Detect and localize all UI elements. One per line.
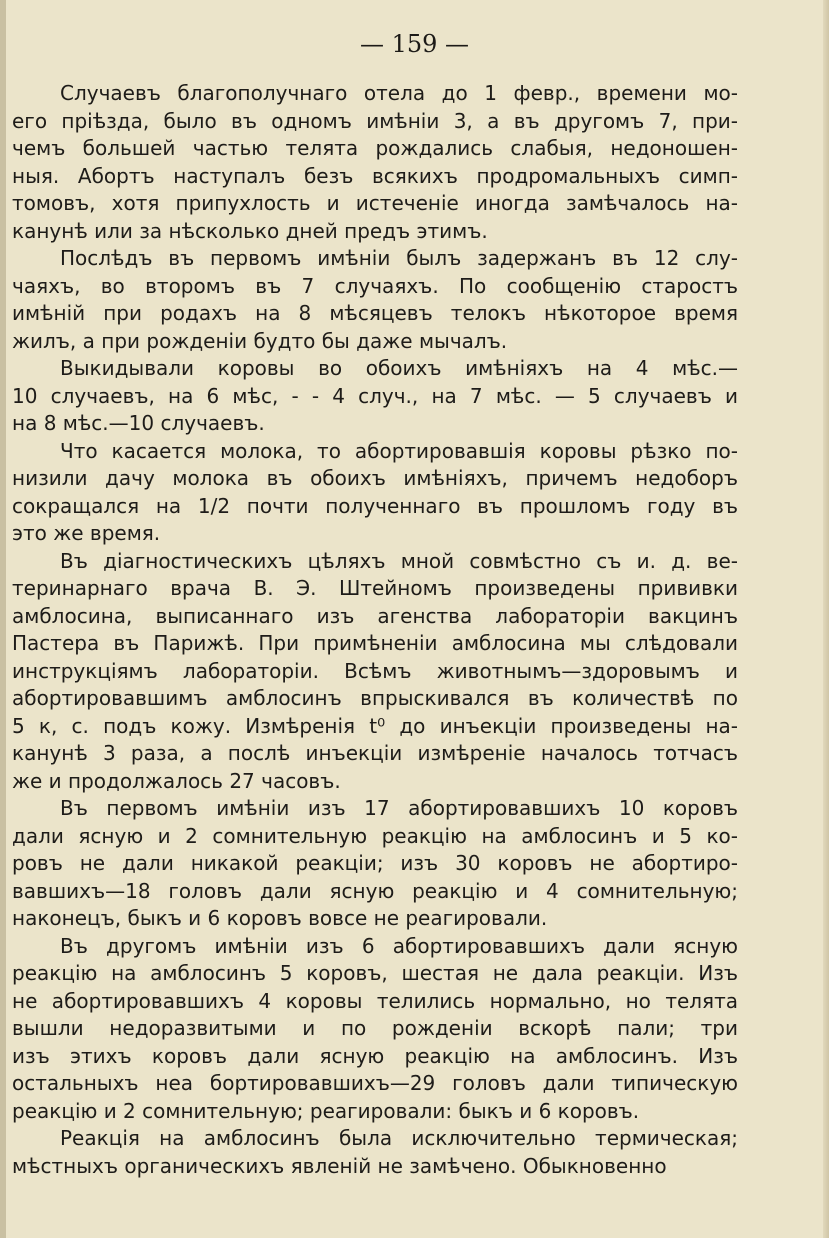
text-line: абортировавшимъ амблосинъ впрыскивался въ количествѣ по (12, 686, 738, 710)
text-line: остальныхъ неа бортировавшихъ—29 головъ дали типическую (12, 1071, 738, 1095)
text-line: амблосина, выписаннаго изъ агенства лабораторiи вакцинъ (12, 603, 738, 628)
text-line: Послѣдъ въ первомъ имѣнiи былъ задержанъ въ 12 слу- (60, 246, 738, 270)
text-line: дали ясную и 2 сомнительную реакцiю на амблосинъ и 5 ко- (12, 823, 738, 848)
paragraph-6 (12, 795, 738, 933)
text-line: Въ дiагностическихъ цѣляхъ мной совмѣстно съ и. д. ве- (60, 548, 738, 573)
text-line: реакцiю на амблосинъ 5 коровъ, шестая не дала реакцiи. Изъ (12, 961, 738, 985)
text-line: чемъ большей частью телята рождались слабыя, недоношен- (12, 136, 738, 160)
text-line: Пастера въ Парижѣ. При примѣненiи амблосина мы слѣдовали (12, 631, 738, 655)
paragraph-3 (12, 355, 738, 438)
page-right-edge-shadow (823, 0, 829, 1238)
page-left-edge-shadow (0, 0, 6, 1238)
paragraph-2 (12, 245, 738, 355)
text-line: инструкцiямъ лабораторiи. Всѣмъ животнымъ—здоровымъ и (12, 658, 738, 683)
paragraph-4 (12, 438, 738, 548)
text-line: сокращался на 1/2 почти полученнаго въ прошломъ году въ (12, 493, 738, 518)
text-line: не абортировавшихъ 4 коровы телились нормально, но телята (12, 988, 738, 1013)
text-line: канунѣ или за нѣсколько дней предъ этимъ. (12, 218, 488, 243)
text-line: же и продолжалось 27 часовъ. (12, 768, 341, 793)
text-line: наконецъ, быкъ и 6 коровъ вовсе не реагировали. (12, 906, 548, 930)
text-line: изъ этихъ коровъ дали ясную реакцiю на амблосинъ. Изъ (12, 1043, 738, 1068)
text-line: Выкидывали коровы во обоихъ имѣнiяхъ на 4 мѣс.— (60, 356, 738, 380)
text-line: ныя. Абортъ наступалъ безъ всякихъ продромальныхъ симп- (12, 163, 738, 188)
text-line: томовъ, хотя припухлость и истеченiе иногда замѣчалось на- (12, 191, 738, 215)
text-line: Случаевъ благополучнаго отела до 1 февр., времени мо- (60, 81, 738, 105)
page-number: — 159 — (359, 30, 470, 58)
paragraph-7 (12, 933, 738, 1126)
paragraph-1 (12, 80, 738, 245)
text-line: имѣнiй при родахъ на 8 мѣсяцевъ телокъ нѣкоторое время (12, 301, 738, 325)
text-line: теринарнаго врача В. Э. Штейномъ произведены прививки (12, 576, 738, 600)
text-line: реакцiю и 2 сомнительную; реагировали: быкъ и 6 коровъ. (12, 1098, 640, 1123)
body-text (12, 80, 738, 1180)
text-line: чаяхъ, во второмъ въ 7 случаяхъ. По сообщенiю старостъ (12, 273, 738, 298)
text-line: вышли недоразвитыми и по рожденiи вскорѣ пали; три (12, 1016, 738, 1040)
text-line: Въ другомъ имѣнiи изъ 6 абортировавшихъ дали ясную (60, 933, 738, 958)
text-line: канунѣ 3 раза, а послѣ инъекцiи измѣренiе началось тотчасъ (12, 741, 738, 765)
text-line: на 8 мѣс.—10 случаевъ. (12, 411, 265, 435)
text-line: Въ первомъ имѣнiи изъ 17 абортировавшихъ 10 коровъ (60, 796, 738, 820)
text-line: 5 к, с. подъ кожу. Измѣренiя t⁰ до инъекцiи произведены на- (12, 713, 738, 738)
text-line: жилъ, а при рожденiи будто бы даже мычалъ. (12, 328, 508, 353)
text-line: его прiѣзда, было въ одномъ имѣнiи 3, а въ другомъ 7, при- (12, 108, 738, 133)
text-line: 10 случаевъ, на 6 мѣс, - - 4 случ., на 7 мѣс. — 5 случаевъ и (12, 383, 738, 408)
text-line: низили дачу молока въ обоихъ имѣнiяхъ, причемъ недоборъ (12, 466, 738, 490)
text-line: вавшихъ—18 головъ дали ясную реакцiю и 4 сомнительную; (12, 878, 738, 903)
paragraph-8 (12, 1125, 738, 1180)
text-line: мѣстныхъ органическихъ явленiй не замѣчено. Обыкновенно (12, 1153, 667, 1178)
paragraph-5 (12, 548, 738, 796)
text-line: Что касается молока, то абортировавшiя коровы рѣзко по- (60, 438, 738, 463)
text-line: ровъ не дали никакой реакцiи; изъ 30 коровъ не абортиро- (12, 851, 738, 875)
text-line: Реакцiя на амблосинъ была исключительно термическая; (60, 1126, 738, 1150)
text-line: это же время. (12, 521, 161, 545)
